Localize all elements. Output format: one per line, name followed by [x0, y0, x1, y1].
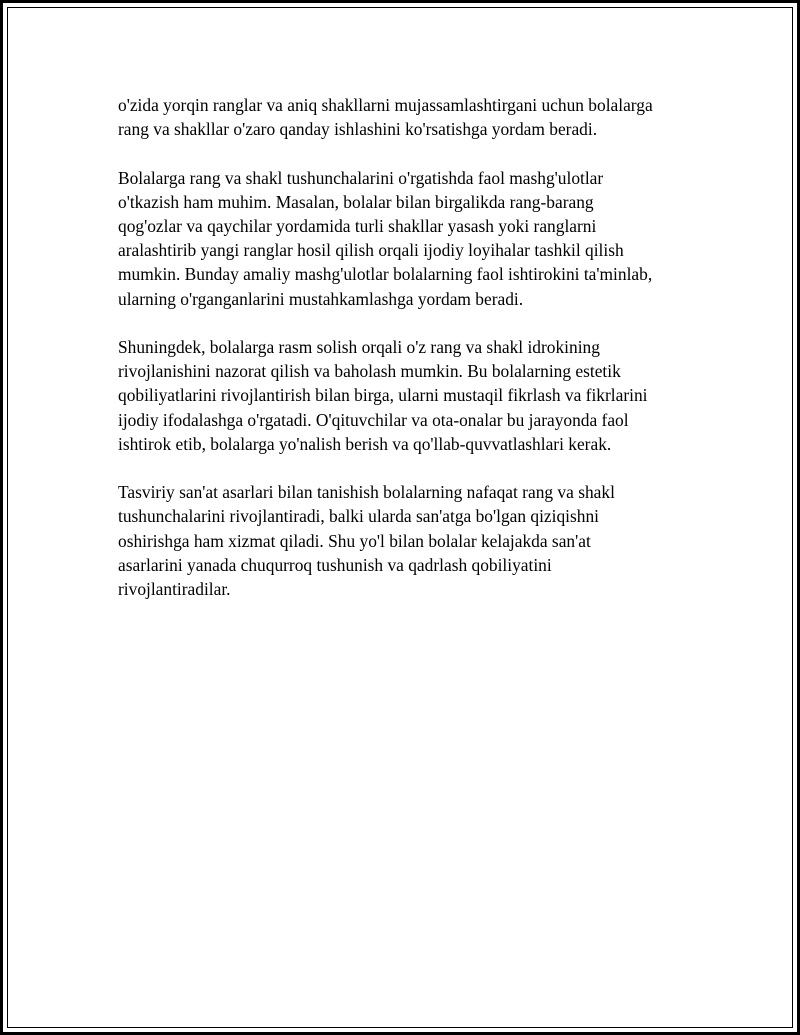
text-line: tushunchalarini rivojlantiradi, balki ularda san'atga bo'lgan qiziqishni	[118, 506, 600, 527]
text-line: qobiliyatlarini rivojlantirish bilan birga, ularni mustaqil fikrlash va fikrlarini	[118, 385, 648, 406]
text-line: ularning o'rganganlarini mustahkamlashga yordam beradi.	[118, 288, 524, 309]
text-line: rivojlantiradilar.	[118, 579, 231, 600]
text-line: qog'ozlar va qaychilar yordamida turli shakllar yasash yoki ranglarni	[118, 216, 597, 236]
text-line: rivojlanishini nazorat qilish va baholash mumkin. Bu bolalarning estetik	[118, 361, 621, 382]
text-line: mumkin. Bunday amaliy mashg'ulotlar bolalarning faol ishtirokini ta'minlab,	[118, 264, 653, 285]
text-line: Tasviriy san'at asarlari bilan tanishish bolalarning nafaqat rang va shakl	[118, 482, 615, 503]
text-line: asarlarini yanada chuqurroq tushunish va qadrlash qobiliyatini	[118, 554, 552, 575]
text-line: o'tkazish ham muhim. Masalan, bolalar bilan birgalikda rang-barang	[118, 191, 594, 212]
paragraph-1	[118, 93, 698, 141]
paragraph-2	[118, 166, 698, 311]
paragraph-4	[118, 480, 698, 601]
text-line: o'zida yorqin ranglar va aniq shakllarni mujassamlashtirgani uchun bolalarga	[118, 95, 653, 115]
text-line: ishtirok etib, bolalarga yo'nalish berish va qo'llab-quvvatlashlari kerak.	[118, 433, 612, 454]
document-body	[118, 93, 698, 625]
text-line: rang va shakllar o'zaro qanday ishlashini ko'rsatishga yordam beradi.	[118, 119, 598, 140]
text-line: Bolalarga rang va shakl tushunchalarini o'rgatishda faol mashg'ulotlar	[118, 167, 604, 188]
paragraph-3	[118, 335, 698, 456]
text-line: aralashtirib yangi ranglar hosil qilish orqali ijodiy loyihalar tashkil qilish	[118, 240, 624, 261]
text-line: oshirishga ham xizmat qiladi. Shu yo'l bilan bolalar kelajakda san'at	[118, 530, 591, 551]
text-line: Shuningdek, bolalarga rasm solish orqali o'z rang va shakl idrokining	[118, 337, 600, 357]
text-line: ijodiy ifodalashga o'rgatadi. O'qituvchilar va ota-onalar bu jarayonda faol	[118, 409, 629, 430]
